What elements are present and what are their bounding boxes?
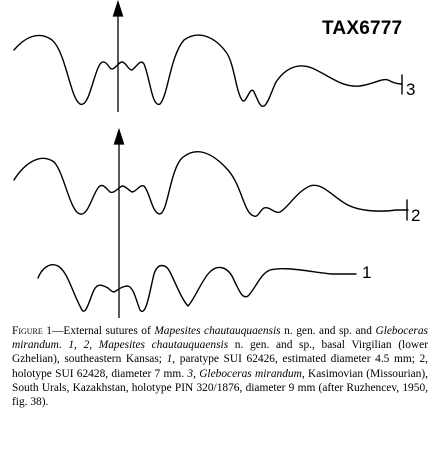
suture-label-1: 1 — [362, 263, 372, 282]
caption-text-2: n. gen. and sp. and — [280, 325, 376, 337]
suture-label-3: 3 — [406, 80, 416, 99]
caption-species-1: Mapesites chautauquaensis — [154, 325, 281, 337]
caption-text-3: . — [58, 339, 69, 352]
figure-caption — [12, 324, 428, 409]
caption-text-1: —External sutures of — [52, 325, 155, 337]
caption-text-6: , Kasimovian (Missourian), South Urals, Kazakhstan, holotype PIN 320/1876, diameter 9 mm (after Ruzhencev, 1950, fig. 38). — [12, 367, 429, 409]
caption-text-5: paratype SUI 62426, estimated diameter 4.5 mm; 2, holotype SUI 62428, diameter 7 mm. — [12, 353, 429, 380]
suture-2-line — [14, 152, 408, 217]
tax-id-label: TAX6777 — [322, 18, 403, 39]
caption-text-4: n. gen. and sp., basal Virgilian (lower Gzhelian), southeastern Kansas; — [12, 339, 428, 366]
caption-ref-1-2: 1, 2, Mapesites chautauquaensis — [68, 339, 229, 352]
arrowhead-middle-icon — [115, 130, 124, 144]
caption-species-2: Gleboceras mirandum — [12, 325, 428, 352]
caption-ref-3: 3, Gleboceras mirandum — [187, 367, 302, 380]
suture-1-line — [38, 265, 356, 312]
suture-label-2: 2 — [411, 206, 421, 225]
arrowhead-top-icon — [114, 2, 123, 16]
caption-figure-number: Figure 1 — [12, 325, 52, 337]
suture-3-line — [14, 35, 402, 106]
caption-ref-1: 1, — [166, 353, 176, 366]
